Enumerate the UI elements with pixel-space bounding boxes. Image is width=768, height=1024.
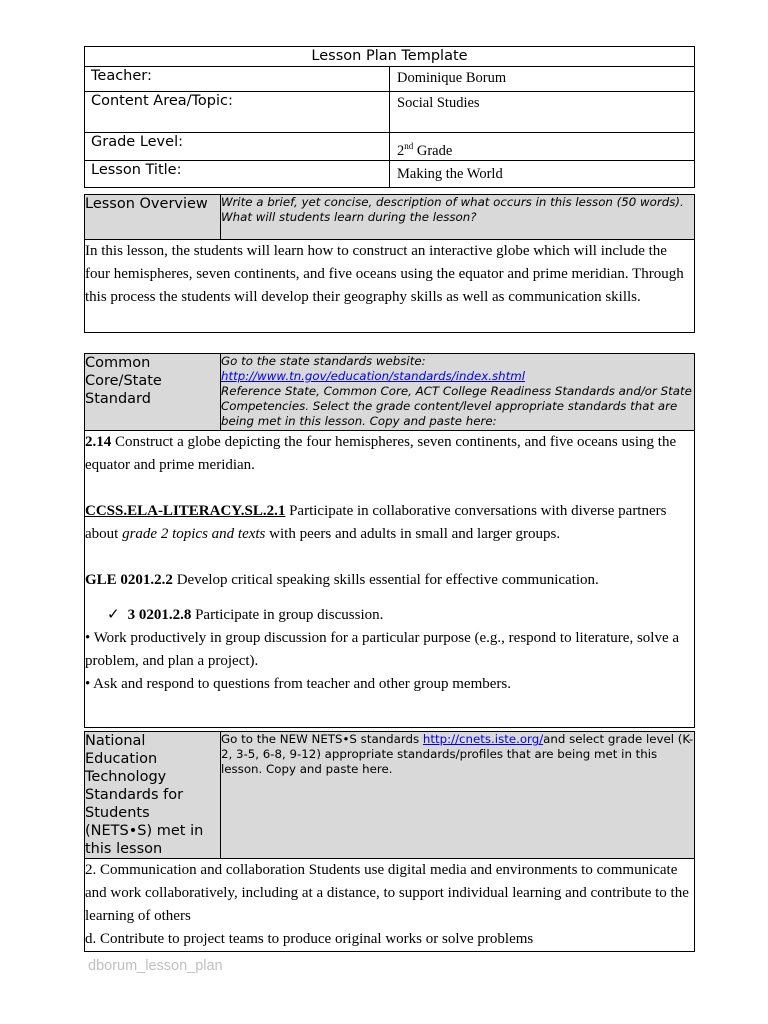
content-area-value: Social Studies	[390, 92, 695, 133]
overview-hint-line2: What will students learn during the lesson?	[221, 210, 477, 224]
grade-word: Grade	[413, 142, 453, 159]
checkmark-icon: ✓	[107, 607, 120, 623]
grade-level-value	[390, 133, 695, 161]
standard-text: Participate in group discussion.	[191, 607, 384, 623]
standard-code: GLE 0201.2.2	[85, 572, 173, 588]
standards-hint-intro: Go to the state standards website:	[221, 354, 426, 368]
standards-hint-rest: Reference State, Common Core, ACT College Readiness Standards and/or State Competencies. Select the grade content/level appropriate standards that are being met in this lesson. Copy and paste here:	[221, 384, 692, 428]
standards-label: Common Core/State Standard	[85, 354, 221, 431]
nets-standard: 2. Communication and collaboration Students use digital media and environments to communicate and work collaboratively, including at a distance, to support individual learning and contribute to the learning of others	[85, 862, 689, 924]
standard-bullet: • Work productively in group discussion for a particular purpose (e.g., respond to literature, solve a problem, and plan a project).	[85, 630, 680, 669]
overview-hint	[221, 195, 695, 240]
standards-table	[84, 353, 695, 728]
standards-link[interactable]: http://www.tn.gov/education/standards/index.shtml	[221, 369, 526, 383]
teacher-label: Teacher:	[85, 67, 390, 92]
standards-body	[85, 431, 695, 728]
standard-code: 3 0201.2.8	[127, 607, 192, 623]
nets-link[interactable]: http://cnets.iste.org/	[422, 732, 544, 746]
standard-gle	[85, 569, 694, 592]
overview-text: In this lesson, the students will learn how to construct an interactive globe which will include the four hemispheres, seven continents, and five oceans using the equator and prime meridian. Through this process the students will develop their geography skills as well as communication skills.	[85, 240, 695, 333]
nets-table	[84, 731, 695, 952]
document-footer: dborum_lesson_plan	[88, 958, 223, 974]
overview-table	[84, 194, 695, 333]
standard-text-emphasis: grade 2 topics and texts	[122, 526, 266, 542]
standard-bullet: • Ask and respond to questions from teacher and other group members.	[85, 676, 511, 692]
standard-text: Participate in collaborative conversations with diverse partners about	[85, 503, 667, 542]
nets-body	[85, 859, 695, 952]
overview-hint-line1: Write a brief, yet concise, description of what occurs in this lesson (50 words).	[221, 195, 684, 209]
teacher-value: Dominique Borum	[390, 67, 695, 92]
nets-hint-text: and select grade level (K-2, 3-5, 6-8, 9-12) appropriate standards/profiles that are being met in this lesson. Copy and paste here.	[221, 732, 694, 776]
standard-check-item	[85, 604, 694, 627]
header-table	[84, 46, 695, 188]
standard-code: CCSS.ELA-LITERACY.SL.2.1	[85, 503, 286, 519]
nets-label: National Education Technology Standards for Students (NETS•S) met in this lesson	[85, 732, 221, 859]
lesson-title-label: Lesson Title:	[85, 160, 390, 187]
standards-hint	[221, 354, 695, 431]
standard-text: with peers and adults in small and larger groups.	[265, 526, 561, 542]
nets-hint-text: Go to the NEW NETS•S standards	[221, 732, 423, 746]
standard-text: Develop critical speaking skills essential for effective communication.	[172, 572, 599, 588]
overview-label: Lesson Overview	[85, 195, 221, 240]
lesson-title-value: Making the World	[390, 160, 695, 187]
content-area-label: Content Area/Topic:	[85, 92, 390, 133]
standard-2-14	[85, 431, 694, 477]
grade-level-label: Grade Level:	[85, 133, 390, 161]
standard-text: Construct a globe depicting the four hemispheres, seven continents, and five oceans using the equator and prime meridian.	[85, 434, 677, 473]
grade-suffix: nd	[404, 141, 414, 151]
document-title: Lesson Plan Template	[85, 47, 695, 67]
grade-number: 2	[397, 142, 405, 159]
standard-code: 2.14	[85, 434, 112, 450]
standard-ccss	[85, 500, 694, 546]
nets-hint	[221, 732, 695, 859]
nets-standard: d. Contribute to project teams to produce original works or solve problems	[85, 931, 534, 947]
